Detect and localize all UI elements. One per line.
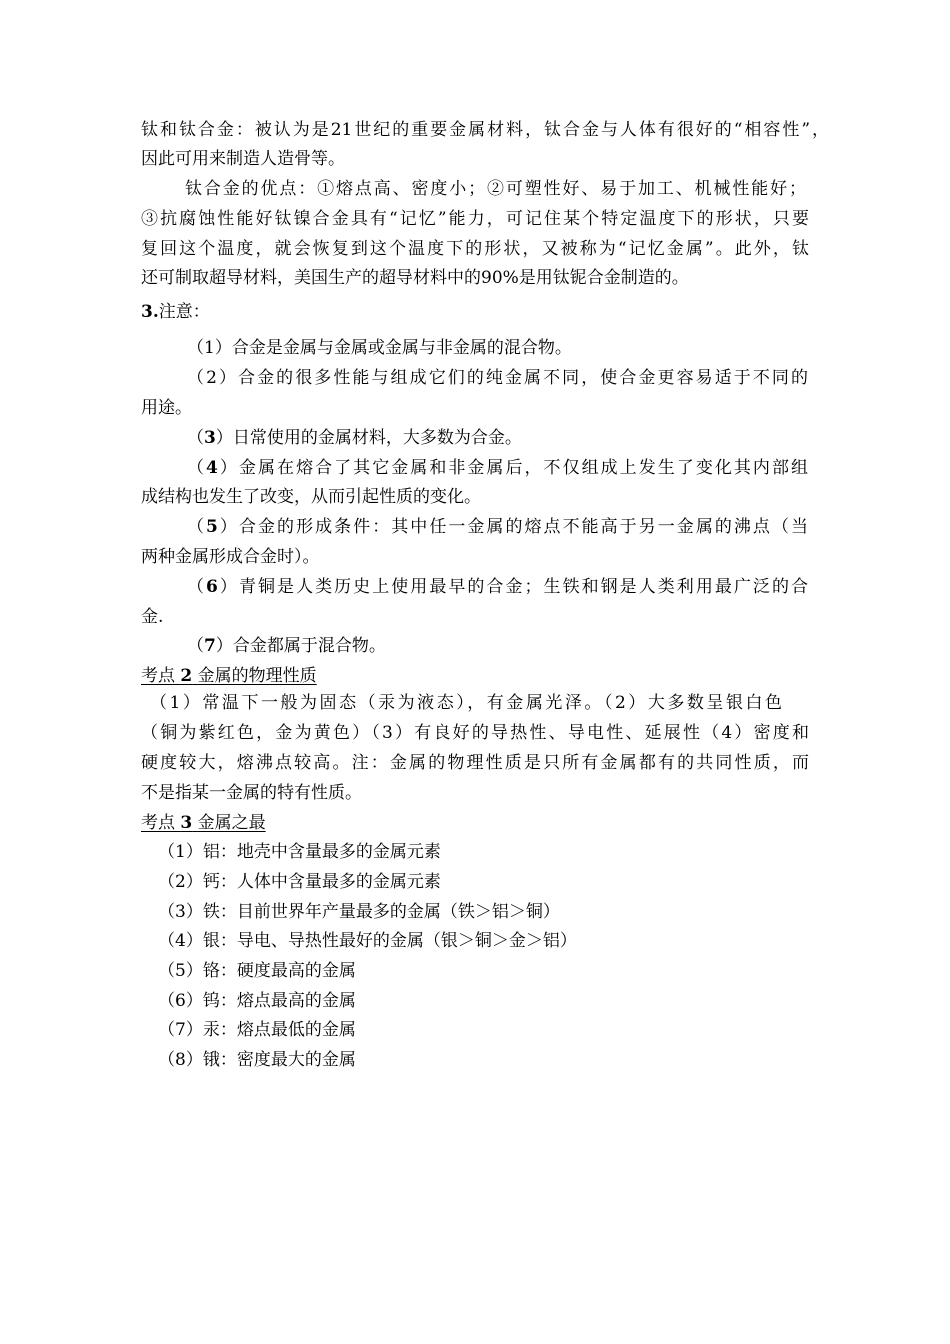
note-6-paren: （	[187, 577, 207, 597]
notes-heading-number: 3.	[141, 302, 159, 322]
note-5-number: 5	[206, 517, 218, 537]
note-4-number: 4	[206, 458, 218, 478]
note-item-7	[187, 634, 386, 658]
note-item-3	[187, 426, 522, 450]
intro-line-3: 钛合金的优点：①熔点高、密度小；②可塑性好、易于加工、机械性能好；	[185, 179, 806, 199]
point3-heading-number: 3	[180, 813, 193, 833]
note-3-text: ）日常使用的金属材料，大多数为合金。	[215, 428, 522, 448]
note-6-number: 6	[206, 577, 218, 597]
point2-line-4: 不是指某一金属的特有性质。	[141, 783, 362, 803]
note-3-paren: （	[187, 428, 204, 448]
intro-line-4: ③抗腐蚀性能好钛镍合金具有“记忆”能力，可记住某个特定温度下的形状，只要	[141, 209, 809, 229]
note-4-text: ）金属在熔合了其它金属和非金属后，不仅组成上发生了变化其内部组	[217, 458, 809, 478]
note-item-2-cont: 用途。	[141, 398, 192, 418]
note-item-5-cont: 两种金属形成合金时）。	[141, 547, 320, 567]
point3-heading	[141, 811, 266, 835]
note-item-4-cont: 成结构也发生了改变，从而引起性质的变化。	[141, 487, 481, 507]
note-3-number: 3	[204, 428, 216, 448]
point2-line-2: （铜为紫红色，金为黄色）（3）有良好的导热性、导电性、延展性（4）密度和	[141, 723, 809, 743]
intro-line-5: 复回这个温度，就会恢复到这个温度下的形状，又被称为“记忆金属”。此外，钛	[141, 239, 809, 259]
point3-heading-title: 金属之最	[197, 813, 266, 833]
point2-line-3: 硬度较大，熔沸点较高。注：金属的物理性质是只所有金属都有的共同性质，而	[141, 753, 809, 773]
intro-line-1: 钛和钛合金：被认为是21世纪的重要金属材料，钛合金与人体有很好的“相容性”，	[141, 120, 829, 140]
note-7-number: 7	[204, 636, 216, 656]
note-item-2: （2）合金的很多性能与组成它们的纯金属不同，使合金更容易适于不同的	[187, 368, 808, 388]
note-item-4	[187, 456, 808, 480]
point2-heading-prefix: 考点	[141, 666, 175, 686]
point3-item-4: （4）银：导电、导热性最好的金属（银＞铜＞金＞铝）	[158, 931, 577, 951]
notes-heading	[141, 300, 210, 324]
note-7-text: ）合金都属于混合物。	[215, 636, 386, 656]
intro-line-2: 因此可用来制造人造骨等。	[141, 149, 345, 169]
point2-heading-title: 金属的物理性质	[197, 666, 317, 686]
point3-item-7: （7）汞：熔点最低的金属	[158, 1020, 356, 1040]
point3-heading-prefix: 考点	[141, 813, 175, 833]
point3-item-8: （8）锇：密度最大的金属	[158, 1050, 356, 1070]
note-item-5	[187, 515, 808, 539]
note-item-1: （1）合金是金属与金属或金属与非金属的混合物。	[187, 338, 572, 358]
note-4-paren: （	[187, 458, 207, 478]
note-item-6	[187, 575, 808, 599]
point3-item-3: （3）铁：目前世界年产量最多的金属（铁＞铝＞铜）	[158, 902, 560, 922]
note-5-text: ）合金的形成条件：其中任一金属的熔点不能高于另一金属的沸点（当	[217, 517, 809, 537]
note-5-paren: （	[187, 517, 207, 537]
note-item-6-cont: 金.	[141, 607, 164, 627]
point3-item-6: （6）钨：熔点最高的金属	[158, 991, 356, 1011]
point2-heading-number: 2	[180, 666, 193, 686]
point2-heading	[141, 664, 317, 688]
note-7-paren: （	[187, 636, 204, 656]
note-6-text: ）青铜是人类历史上使用最早的合金；生铁和钢是人类利用最广泛的合	[217, 577, 809, 597]
notes-heading-text: 注意：	[158, 302, 210, 322]
point3-item-1: （1）铝：地壳中含量最多的金属元素	[158, 842, 441, 862]
intro-line-6: 还可制取超导材料，美国生产的超导材料中的90%是用钛铌合金制造的。	[141, 268, 689, 288]
point3-item-5: （5）铬：硬度最高的金属	[158, 961, 356, 981]
point3-item-2: （2）钙：人体中含量最多的金属元素	[158, 872, 441, 892]
point2-line-1: （1）常温下一般为固态（汞为液态），有金属光泽。（2）大多数呈银白色	[150, 693, 782, 713]
